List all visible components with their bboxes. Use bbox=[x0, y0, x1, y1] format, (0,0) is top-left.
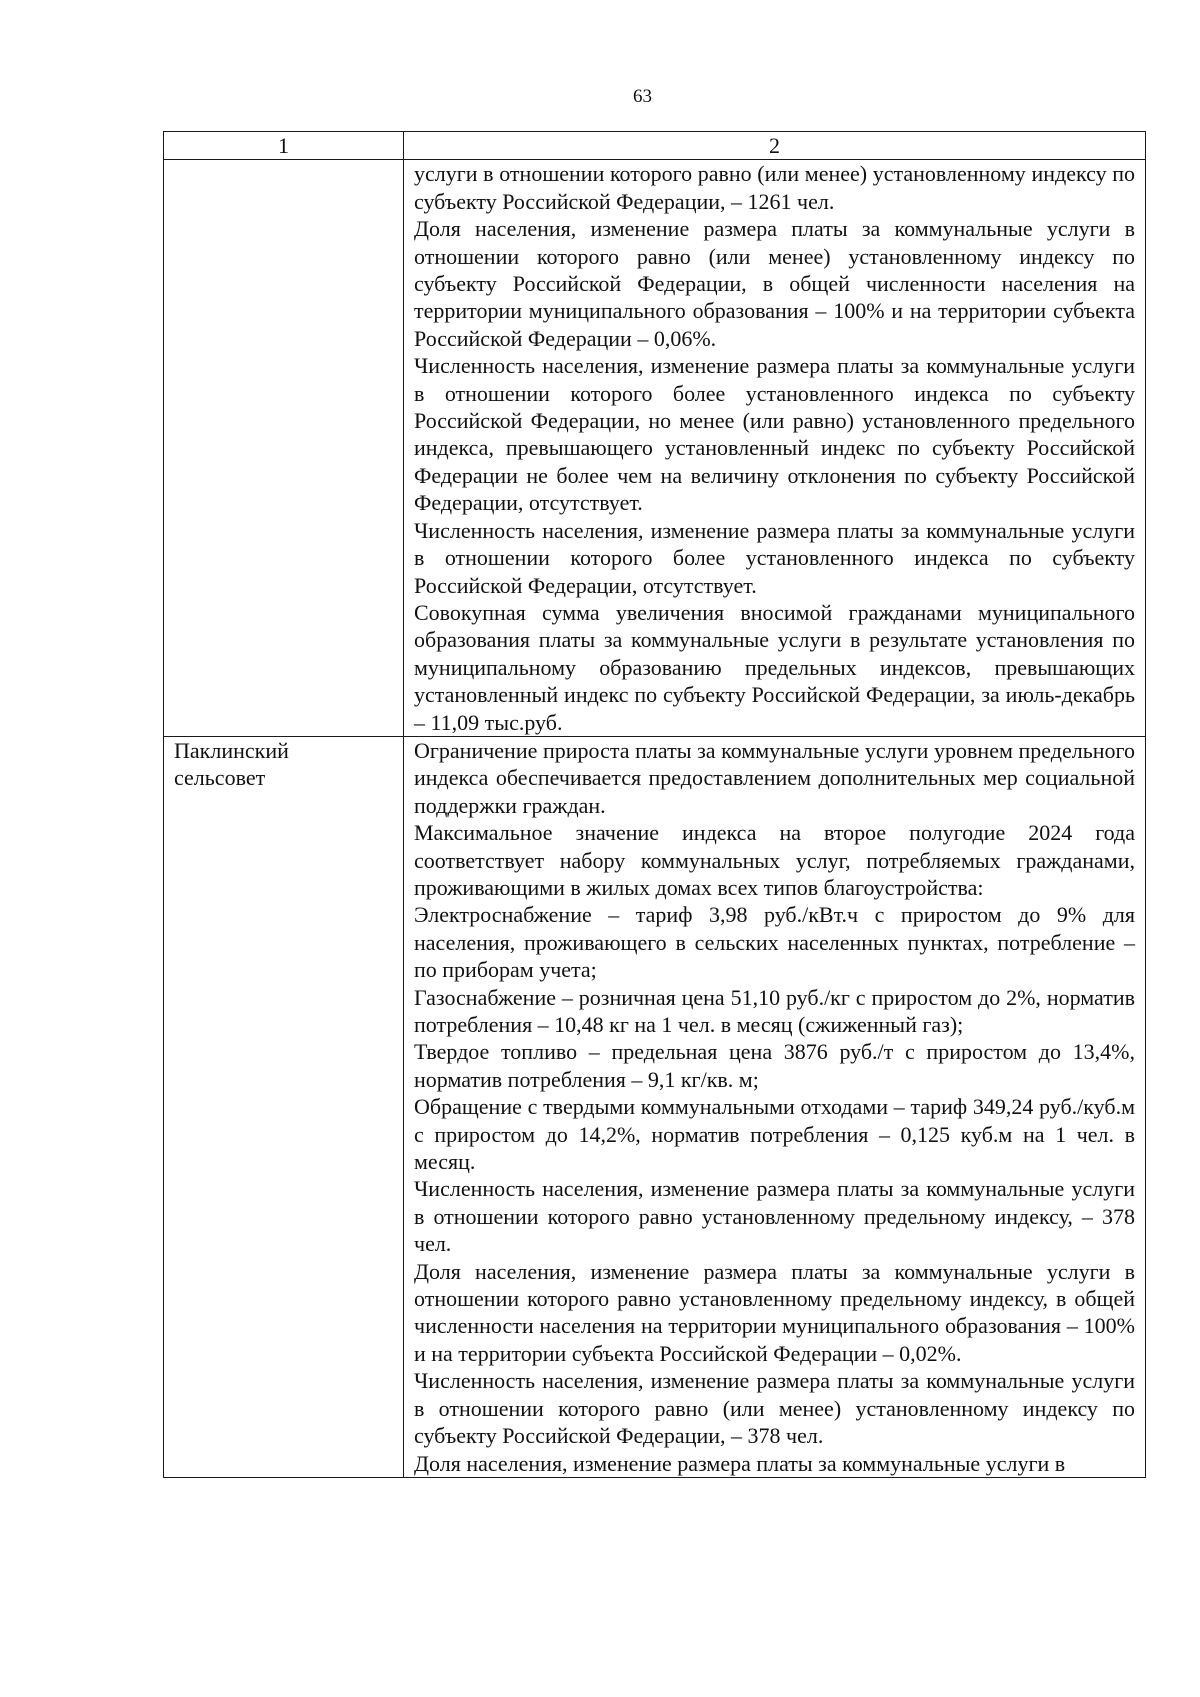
description-cell bbox=[404, 160, 1146, 737]
paragraph: Обращение с твердыми коммунальными отходами – тариф 349,24 руб./куб.м с приростом до 14,2%, норматив потребления – 0,125 куб.м на 1 чел. в месяц. bbox=[414, 1094, 1135, 1175]
paragraph: Численность населения, изменение размера платы за коммунальные услуги в отношении которого равно установленному предельному индексу, – 378 чел. bbox=[414, 1176, 1135, 1257]
paragraph: Твердое топливо – предельная цена 3876 руб./т с приростом до 13,4%, норматив потребления – 9,1 кг/кв. м; bbox=[414, 1039, 1135, 1092]
table-row bbox=[164, 736, 1146, 1477]
table-row bbox=[164, 160, 1146, 737]
paragraph: услуги в отношении которого равно (или менее) установленному индексу по субъекту Российской Федерации, – 1261 чел. bbox=[414, 161, 1135, 214]
paragraph: Газоснабжение – розничная цена 51,10 руб./кг с приростом до 2%, норматив потребления – 10,48 кг на 1 чел. в месяц (сжиженный газ); bbox=[414, 984, 1135, 1037]
municipality-name-line: сельсовет bbox=[174, 765, 266, 791]
page-number: 63 bbox=[633, 86, 652, 107]
paragraph: Максимальное значение индекса на второе полугодие 2024 года соответствует набору коммунальных услуг, потребляемых гражданами, проживающими в жилых домах всех типов благоустройства: bbox=[414, 820, 1135, 900]
column-header-2: 2 bbox=[404, 132, 1146, 160]
paragraph: Электроснабжение – тариф 3,98 руб./кВт.ч с приростом до 9% для населения, проживающего в сельских населенных пунктах, потребление – по приборам учета; bbox=[414, 902, 1135, 983]
municipality-name-cell bbox=[164, 736, 404, 1477]
paragraph: Совокупная сумма увеличения вносимой гражданами муниципального образования платы за коммунальные услуги в результате установления по муниципальному образованию предельных индексов, превышающих установленный индекс по субъекту Российской Федерации, за июль-декабрь – 11,09 тыс.руб. bbox=[414, 599, 1135, 735]
paragraph: Доля населения, изменение размера платы за коммунальные услуги в bbox=[414, 1450, 1066, 1476]
column-header-1: 1 bbox=[164, 132, 404, 160]
paragraph: Численность населения, изменение размера платы за коммунальные услуги в отношении которого равно (или менее) установленному индексу по субъекту Российской Федерации, – 378 чел. bbox=[414, 1368, 1135, 1449]
paragraph: Численность населения, изменение размера платы за коммунальные услуги в отношении которого более установленного индекса по субъекту Российской Федерации, отсутствует. bbox=[414, 517, 1135, 598]
paragraph: Ограничение прироста платы за коммунальные услуги уровнем предельного индекса обеспечивается предоставлением дополнительных мер социальной поддержки граждан. bbox=[414, 737, 1135, 818]
paragraph: Численность населения, изменение размера платы за коммунальные услуги в отношении которого более установленного индекса по субъекту Российской Федерации, но менее (или равно) установленного предельного индекса, превышающего установленный индекс по субъекту Российской Федерации не более чем на величину отклонения по субъекту Российской Федерации, отсутствует. bbox=[414, 353, 1135, 516]
description-cell bbox=[404, 736, 1146, 1477]
municipality-name-line: Паклинский bbox=[174, 737, 289, 763]
paragraph: Доля населения, изменение размера платы за коммунальные услуги в отношении которого равно установленному предельному индексу, в общей численности населения на территории муниципального образования – 100% и на территории субъекта Российской Федерации – 0,02%. bbox=[414, 1258, 1135, 1366]
municipality-name-cell bbox=[164, 160, 404, 737]
paragraph: Доля населения, изменение размера платы за коммунальные услуги в отношении которого равно (или менее) установленному индексу по субъекту Российской Федерации, в общей численности населения на территории муниципального образования – 100% и на территории субъекта Российской Федерации – 0,06%. bbox=[414, 216, 1135, 351]
table-header-row bbox=[164, 132, 1146, 160]
document-table bbox=[163, 131, 1146, 1478]
